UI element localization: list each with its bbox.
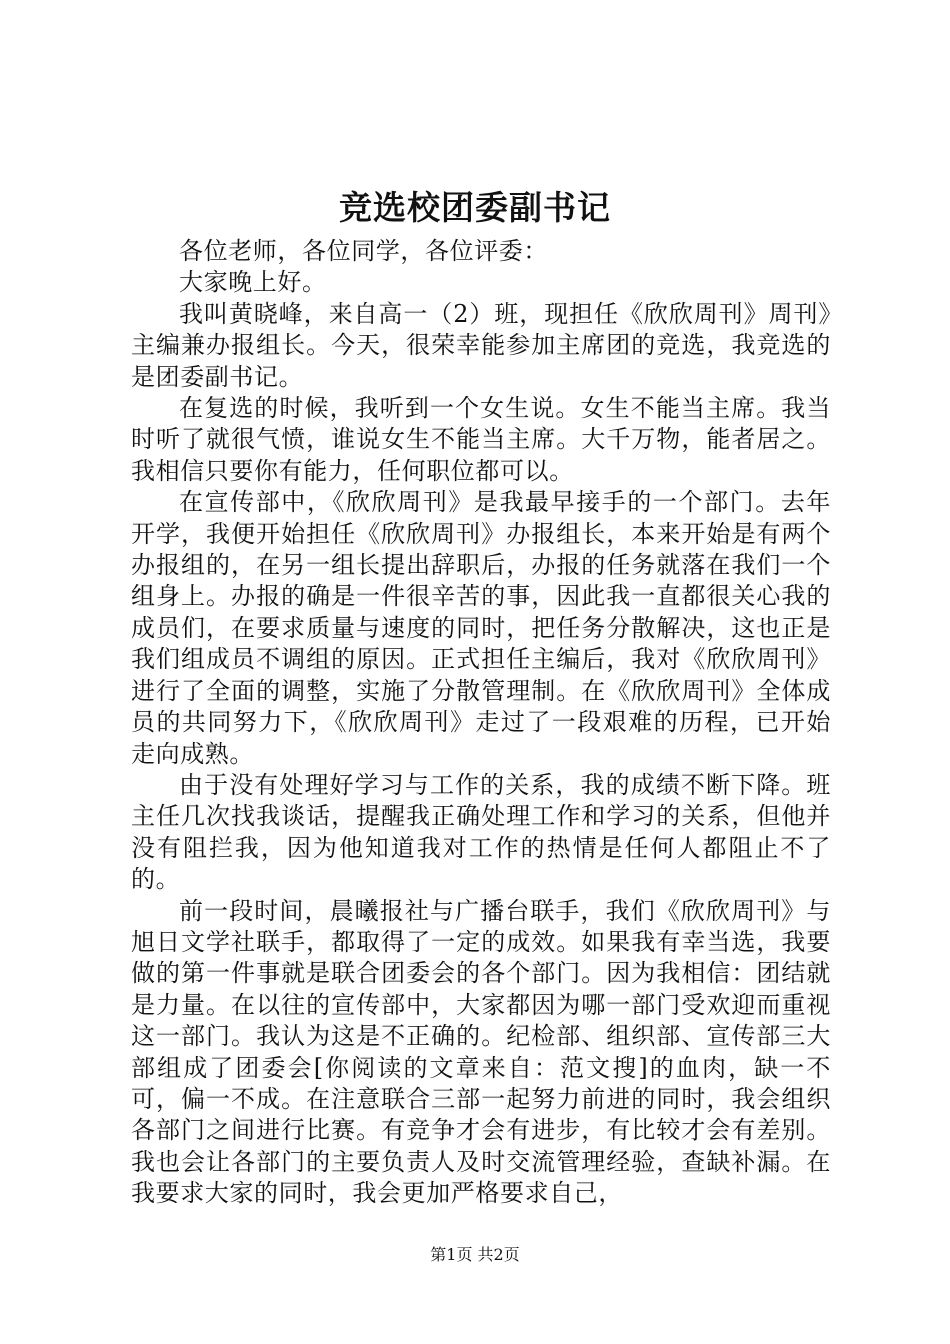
page-number-footer: 第1页 共2页 bbox=[430, 1245, 520, 1264]
document-title: 竞选校团委副书记 bbox=[339, 188, 611, 227]
paragraph-preliminary-election: 在复选的时候，我听到一个女生说。女生不能当主席。我当时听了就很气愤，谁说女生不能当主席。大千万物，能者居之。我相信只要你有能力，任何职位都可以。 bbox=[131, 394, 831, 485]
paragraph-greeting: 大家晚上好。 bbox=[179, 268, 327, 297]
paragraph-introduction: 我叫黄晓峰，来自高一（2）班，现担任《欣欣周刊》周刊》主编兼办报组长。今天，很荣幸能参加主席团的竞选，我竞选的是团委副书记。 bbox=[131, 299, 831, 391]
paragraph-plans: 前一段时间，晨曦报社与广播台联手，我们《欣欣周刊》与旭日文学社联手，都取得了一定的成效。如果我有幸当选，我要做的第一件事就是联合团委会的各个部门。因为我相信：团结就是力量。在以往的宣传部中，大家都因为哪一部门受欢迎而重视这一部门。我认为这是不正确的。纪检部、组织部、宣传部三大部组成了团委会[你阅读的文章来自：范文搜]的血肉，缺一不可，偏一不成。在注意联合三部一起努力前进的同时，我会组织各部门之间进行比赛。有竞争才会有进步，有比较才会有差别。我也会让各部门的主要负责人及时交流管理经验，查缺补漏。在我要求大家的同时，我会更加严格要求自己， bbox=[131, 896, 831, 1208]
paragraph-publicity-department: 在宣传部中，《欣欣周刊》是我最早接手的一个部门。去年开学，我便开始担任《欣欣周刊》办报组长，本来开始是有两个办报组的，在另一组长提出辞职后，办报的任务就落在我们一个组身上。办报的确是一件很辛苦的事，因此我一直都很关心我的成员们，在要求质量与速度的同时，把任务分散解决，这也正是我们组成员不调组的原因。正式担任主编后，我对《欣欣周刊》进行了全面的调整，实施了分散管理制。在《欣欣周刊》全体成员的共同努力下，《欣欣周刊》走过了一段艰难的历程，已开始走向成熟。 bbox=[131, 488, 831, 768]
paragraph-study-and-work: 由于没有处理好学习与工作的关系，我的成绩不断下降。班主任几次找我谈话，提醒我正确处理工作和学习的关系，但他并没有阻拦我，因为他知道我对工作的热情是任何人都阻止不了的。 bbox=[131, 770, 831, 894]
document-body bbox=[131, 236, 831, 1210]
paragraph-salutation: 各位老师，各位同学，各位评委： bbox=[179, 237, 548, 265]
